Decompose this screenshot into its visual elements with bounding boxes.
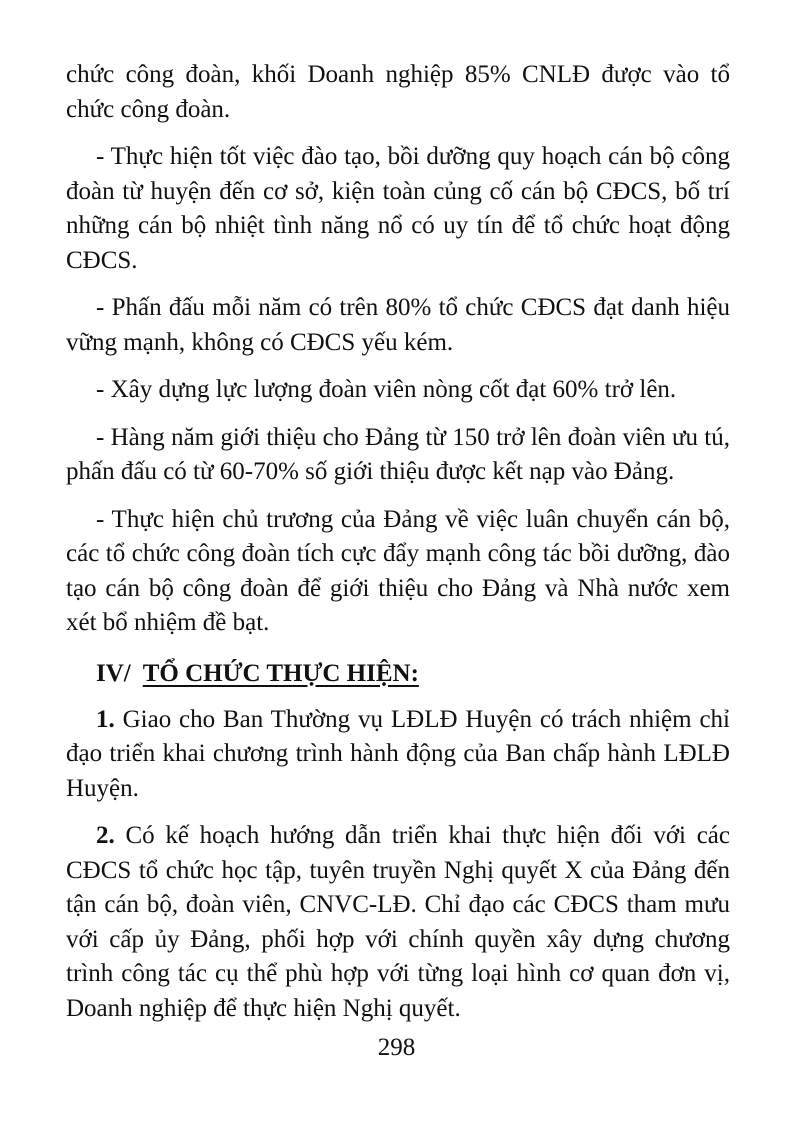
paragraph-party-introduction: - Hàng năm giới thiệu cho Đảng từ 150 trở lên đoàn viên ưu tú, phấn đấu có từ 60-70% số giới thiệu được kết nạp vào Đảng. (66, 423, 730, 485)
list-item-number: 2. (96, 822, 115, 849)
page-body (66, 58, 730, 1026)
paragraph-core-members: - Xây dựng lực lượng đoàn viên nòng cốt đạt 60% trở lên. (96, 376, 677, 403)
section-number: IV/ (96, 659, 131, 687)
list-item (66, 819, 730, 1026)
paragraph-continuation: chức công đoàn, khối Doanh nghiệp 85% CNLĐ được vào tổ chức công đoàn. (66, 61, 730, 123)
section-title: TỔ CHỨC THỰC HIỆN: (142, 659, 419, 687)
list-item-text: Có kế hoạch hướng dẫn triển khai thực hiện đối với các CĐCS tổ chức học tập, tuyên truyền Nghị quyết X của Đảng đến tận cán bộ, đoàn viên, CNVC-LĐ. Chỉ đạo các CĐCS tham mưu với cấp ủy Đảng, phối hợp với chính quyền xây dựng chương trình công tác cụ thể phù hợp với từng loại hình cơ quan đơn vị, Doanh nghiệp để thực hiện Nghị quyết. (66, 822, 730, 1022)
paragraph-training: - Thực hiện tốt việc đào tạo, bồi dưỡng quy hoạch cán bộ công đoàn từ huyện đến cơ sở, kiện toàn củng cố cán bộ CĐCS, bố trí những cán bộ nhiệt tình năng nổ có uy tín để tổ chức hoạt động CĐCS. (66, 143, 730, 274)
section-heading (66, 657, 730, 691)
page-number: 298 (377, 1034, 416, 1061)
paragraph-cadre-rotation: - Thực hiện chủ trương của Đảng về việc luân chuyển cán bộ, các tổ chức công đoàn tích cực đẩy mạnh công tác bồi dưỡng, đào tạo cán bộ công đoàn để giới thiệu cho Đảng và Nhà nước xem xét bổ nhiệm đề bạt. (66, 505, 730, 636)
list-item-text: Giao cho Ban Thường vụ LĐLĐ Huyện có trách nhiệm chỉ đạo triển khai chương trình hành động của Ban chấp hành LĐLĐ Huyện. (66, 705, 730, 802)
list-item (66, 703, 730, 807)
paragraph-strong-unions: - Phấn đấu mỗi năm có trên 80% tổ chức CĐCS đạt danh hiệu vững mạnh, không có CĐCS yếu kém. (66, 294, 730, 356)
list-item-number: 1. (96, 705, 115, 733)
